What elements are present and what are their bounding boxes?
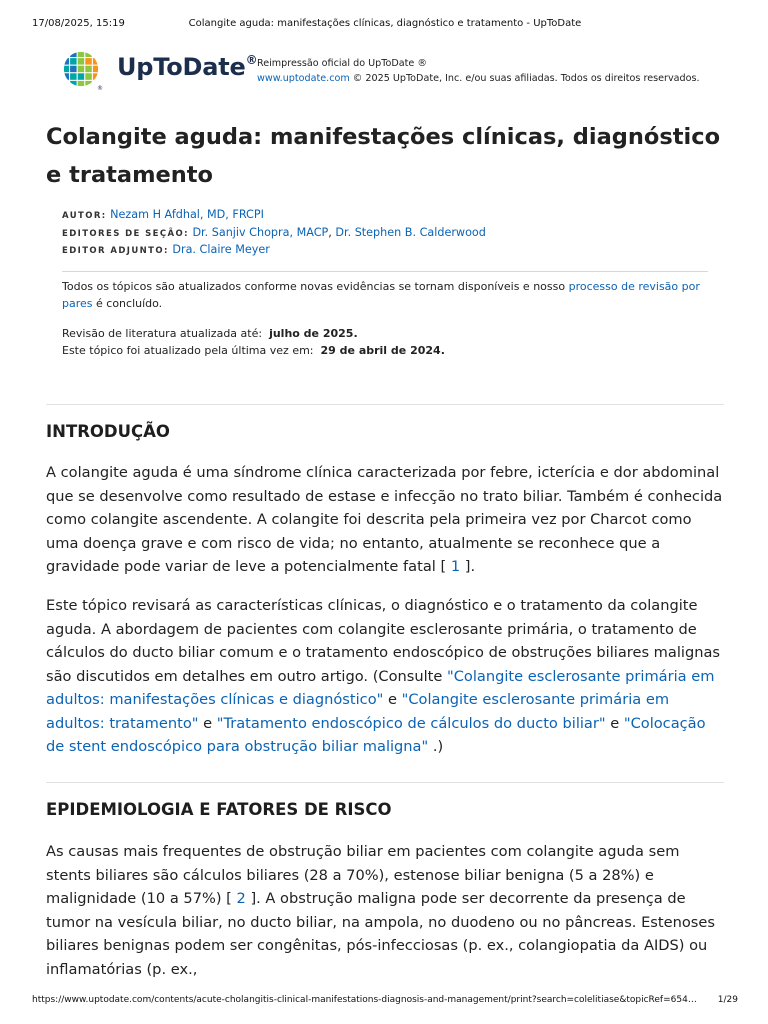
update-dates	[62, 326, 445, 359]
credit-row	[62, 207, 486, 225]
update-notice: Todos os tópicos são atualizados conforme novas evidências se tornam disponíveis e nosso processo de revisão por pares é concluído.	[62, 280, 700, 310]
logo-tile	[85, 66, 92, 73]
print-url: https://www.uptodate.com/contents/acute-cholangitis-clinical-manifestations-diagnosis-and-management/print?search=colelitiase&topicRef=654…	[32, 995, 697, 1005]
uptodate-site-link[interactable]: www.uptodate.com	[257, 73, 350, 84]
logo-tile	[78, 66, 85, 73]
peer-review-link[interactable]: processo de revisão por pares	[62, 280, 700, 310]
logo-tile	[70, 51, 77, 58]
reference-link-2[interactable]: 2	[236, 890, 246, 907]
section-divider-intro	[46, 404, 724, 405]
intro-paragraph-2: Este tópico revisará as características clínicas, o diagnóstico e o tratamento da colangite aguda. A abordagem de pacientes com colangite esclerosante primária, o tratamento de cálculos do ducto biliar comum e o tratamento endoscópico de obstruções biliares malignas são discutidos em detalhes em outro artigo. (Consulte "Colangite esclerosante primária em adultos: manifestações clínicas e diagnóstico" e "Colangite esclerosante primária em adultos: tratamento" e "Tratamento endoscópico de cálculos do ducto biliar" e "Colocação de stent endoscópico para obstrução biliar maligna" .)	[46, 597, 721, 755]
topic-link-psc-diagnosis[interactable]: "Colangite esclerosante primária em adultos: manifestações clínicas e diagnóstico"	[46, 667, 715, 708]
article-credits	[62, 207, 486, 260]
logo-tile	[63, 73, 70, 80]
intro-paragraph-1: A colangite aguda é uma síndrome clínica caracterizada por febre, icterícia e dor abdominal que se desenvolve como resultado de estase e infecção no trato biliar. Também é conhecida como colangite ascendente. A colangite foi descrita pela primeira vez por Charcot como uma doença grave e com risco de vida; no entanto, atualmente se reconhece que a gravidade pode variar de leve a potencialmente fatal [ 1 ].	[46, 464, 723, 575]
epidemiology-paragraph-1: As causas mais frequentes de obstrução biliar em pacientes com colangite aguda sem stents biliares são cálculos biliares (28 a 70%), estenose biliar benigna (5 a 28%) e malignidade (10 a 57%) [ 2 ]. A obstrução maligna pode ser decorrente da presença de tumor na vesícula biliar, no ducto biliar, na ampola, no duodeno ou no pâncreas. Estenoses biliares benignas podem ser congênitas, pós-infecciosas (p. ex., colangiopatia da AIDS) ou inflamatórias (p. ex.,	[46, 843, 715, 978]
logo-tile	[85, 73, 92, 80]
reference-link-1[interactable]: 1	[450, 558, 461, 575]
contributor-link[interactable]: Dra. Claire Meyer	[172, 243, 270, 257]
logo-tile	[85, 51, 92, 58]
logo-tile	[63, 58, 70, 65]
contributor-link[interactable]: Dr. Stephen B. Calderwood	[335, 225, 486, 239]
credit-row	[62, 225, 486, 243]
logo-tile	[63, 51, 70, 58]
logo-tile	[93, 73, 100, 80]
literature-review-date: Revisão de literatura atualizada até: julho de 2025.	[62, 327, 358, 340]
reprint-line: Reimpressão oficial do UpToDate ®	[257, 58, 427, 69]
logo-tile	[70, 73, 77, 80]
credit-label: AUTOR:	[62, 211, 107, 221]
print-footer	[32, 995, 738, 1007]
logo-tile	[63, 81, 70, 88]
last-updated-date: Este tópico foi atualizado pela última vez em: 29 de abril de 2024.	[62, 343, 445, 357]
reprint-notice	[257, 56, 700, 86]
logo-tile	[70, 81, 77, 88]
print-page-number: 1/29	[717, 995, 738, 1005]
uptodate-wordmark: UpToDate®	[117, 53, 258, 81]
section-divider-epidemiology	[46, 782, 724, 783]
logo-tile	[78, 58, 85, 65]
contributor-link[interactable]: Nezam H Afdhal, MD, FRCPI	[110, 208, 264, 221]
logo-tile	[85, 81, 92, 88]
logo-tile	[93, 51, 100, 58]
credit-row	[62, 242, 486, 260]
print-date: 17/08/2025, 15:19	[32, 18, 125, 29]
credits-divider	[62, 271, 708, 272]
print-header	[32, 18, 738, 30]
article-title: Colangite aguda: manifestações clínicas, diagnóstico e tratamento	[46, 124, 721, 188]
copyright-line: www.uptodate.com © 2025 UpToDate, Inc. e/ou suas afiliadas. Todos os direitos reservados.	[257, 73, 700, 84]
topic-link-bile-duct-stones[interactable]: "Tratamento endoscópico de cálculos do ducto biliar"	[216, 714, 606, 732]
uptodate-logo-icon	[61, 50, 101, 90]
logo-tile	[85, 58, 92, 65]
logo-tile	[70, 66, 77, 73]
print-page-title: Colangite aguda: manifestações clínicas, diagnóstico e tratamento - UpToDate	[188, 18, 582, 29]
logo-tile	[78, 73, 85, 80]
credit-label: EDITORES DE SEÇÃO:	[62, 228, 189, 239]
svg-text:®: ®	[97, 85, 103, 92]
logo-tile	[93, 58, 100, 65]
logo-tile	[70, 58, 77, 65]
section-heading-introducao: INTRODUÇÃO	[46, 422, 170, 441]
name-separator: ,	[328, 225, 336, 239]
topic-link-stent-placement[interactable]: "Colocação de stent endoscópico para obstrução biliar maligna"	[46, 714, 706, 755]
contributor-link[interactable]: Dr. Sanjiv Chopra, MACP	[192, 225, 329, 239]
topic-link-psc-treatment[interactable]: "Colangite esclerosante primária em adultos: tratamento"	[46, 691, 670, 732]
section-heading-epidemiologia: EPIDEMIOLOGIA E FATORES DE RISCO	[46, 800, 392, 819]
credit-label: EDITOR ADJUNTO:	[62, 246, 169, 257]
